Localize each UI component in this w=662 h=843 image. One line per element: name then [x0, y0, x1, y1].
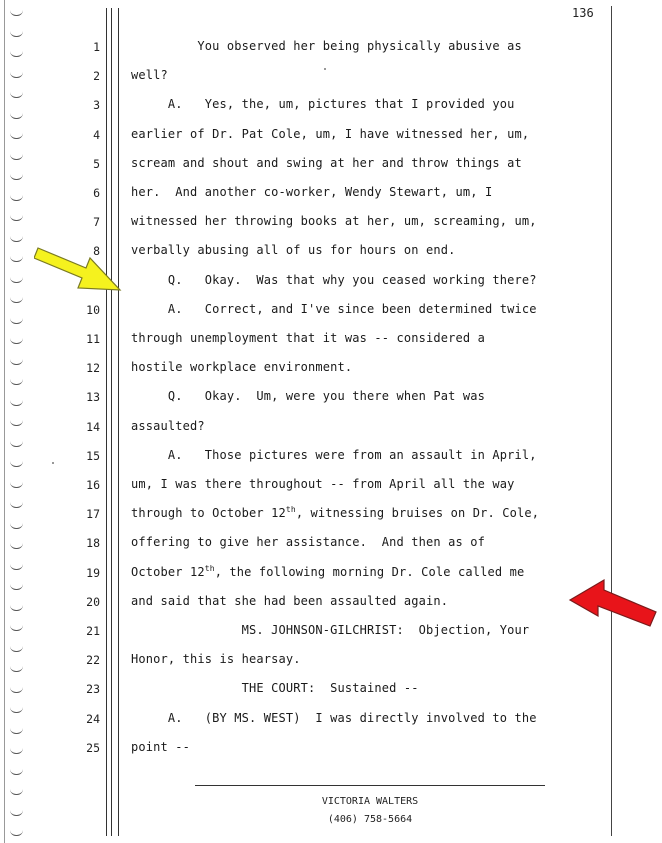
line-text: um, I was there throughout -- from April all the way [131, 477, 515, 491]
binding-tick [10, 748, 23, 754]
line-text: Q. Okay. Um, were you there when Pat was [131, 389, 485, 404]
line-number: 22 [86, 653, 100, 668]
transcript-line [131, 389, 485, 403]
binding-tick [10, 51, 23, 57]
court-reporter-name: VICTORIA WALTERS [321, 796, 419, 807]
line-number: 19 [86, 565, 100, 580]
line-text: her. And another co-worker, Wendy Stewart, um, I [131, 185, 493, 199]
binding-tick [10, 625, 23, 631]
transcript-line [131, 419, 205, 433]
binding-tick [10, 215, 23, 221]
line-text: verbally abusing all of us for hours on end. [131, 243, 456, 258]
transcript-line [131, 652, 301, 666]
margin-rule [106, 8, 107, 836]
ordinal-suffix: th [285, 505, 296, 515]
binding-tick [10, 113, 23, 119]
ordinal-suffix: th [204, 563, 215, 573]
line-text: A. Those pictures were from an assault in April, [131, 447, 537, 462]
line-number: 6 [93, 186, 100, 200]
transcript-line [131, 506, 539, 520]
transcript-line [131, 740, 190, 754]
binding-tick [10, 133, 23, 139]
binding-tick [10, 236, 23, 242]
line-text-continued: , the following morning Dr. Cole called me [214, 564, 525, 579]
transcript-line [131, 302, 537, 316]
line-text: THE COURT: Sustained -- [131, 681, 419, 696]
transcript-line [131, 594, 448, 608]
transcript-line [131, 623, 529, 637]
binding-tick [10, 256, 23, 262]
line-number: 20 [86, 594, 100, 609]
line-number: 11 [86, 332, 100, 346]
binding-ticks [0, 0, 30, 843]
binding-tick [10, 297, 23, 303]
line-text: October 12 [131, 564, 205, 579]
transcript-line [131, 185, 492, 199]
line-number: 13 [86, 390, 100, 405]
yellow-arrow-icon [34, 236, 124, 296]
line-number: 5 [93, 156, 100, 171]
court-reporter-phone: (406) 758-5664 [327, 814, 413, 825]
binding-tick [10, 564, 23, 570]
transcript-line [131, 681, 419, 695]
binding-tick [10, 789, 23, 795]
transcript-line [131, 68, 168, 82]
line-text: A. Correct, and I've since been determined twice [131, 301, 537, 316]
binding-tick [10, 666, 23, 672]
line-text: point -- [131, 739, 190, 754]
line-text: hostile workplace environment. [131, 360, 353, 375]
binding-tick [10, 31, 23, 37]
transcript-line [131, 711, 537, 725]
line-number: 8 [93, 244, 100, 259]
line-number: 1 [93, 40, 100, 54]
line-number: 15 [86, 448, 100, 463]
binding-tick [10, 605, 23, 611]
binding-tick [10, 769, 23, 775]
line-text: scream and shout and swing at her and throw things at [131, 155, 522, 170]
footer-rule [195, 785, 545, 786]
binding-tick [10, 154, 23, 160]
transcript-line [131, 360, 352, 374]
binding-tick [10, 174, 23, 180]
transcript-line [131, 535, 485, 549]
binding-tick [10, 687, 23, 693]
line-number: 7 [93, 215, 100, 230]
line-number: 21 [86, 624, 100, 638]
scan-speck [324, 68, 326, 70]
transcript-line [131, 127, 529, 141]
transcript-line [131, 448, 537, 462]
line-text: Honor, this is hearsay. [131, 652, 301, 667]
binding-tick [10, 810, 23, 816]
line-text: A. Yes, the, um, pictures that I provided you [131, 97, 515, 112]
binding-tick [10, 646, 23, 652]
transcript-line [131, 477, 514, 491]
transcript-line [131, 214, 537, 228]
binding-tick [10, 92, 23, 98]
binding-tick [10, 379, 23, 385]
transcript-line [131, 39, 522, 53]
line-number: 3 [93, 98, 100, 113]
binding-tick [10, 10, 23, 16]
line-text: witnessed her throwing books at her, um, screaming, um, [131, 214, 537, 229]
binding-tick [10, 359, 23, 365]
line-text: MS. JOHNSON-GILCHRIST: Objection, Your [131, 623, 530, 637]
binding-tick [10, 707, 23, 713]
line-number: 2 [93, 69, 100, 84]
line-number: 24 [86, 711, 100, 726]
margin-rule [118, 8, 119, 836]
transcript-line [131, 97, 514, 111]
binding-tick [10, 482, 23, 488]
line-number: 18 [86, 536, 100, 551]
binding-tick [10, 72, 23, 78]
binding-tick [10, 461, 23, 467]
binding-tick [10, 400, 23, 406]
binding-tick [10, 277, 23, 283]
binding-tick [10, 338, 23, 344]
margin-rule [111, 8, 112, 836]
line-number: 10 [86, 302, 100, 317]
transcript-line [131, 156, 522, 170]
right-margin-rule [611, 6, 612, 836]
line-text: Q. Okay. Was that why you ceased working there? [131, 272, 537, 287]
transcript-line [131, 331, 485, 345]
scan-speck [52, 462, 54, 464]
line-text: through to October 12 [131, 506, 286, 521]
binding-tick [10, 502, 23, 508]
binding-tick [10, 420, 23, 426]
line-number: 16 [86, 478, 100, 492]
line-text: assaulted? [131, 418, 205, 433]
line-number: 23 [86, 682, 100, 697]
line-text: You observed her being physically abusive as [131, 39, 522, 53]
line-number: 14 [86, 419, 100, 434]
line-number: 25 [86, 740, 100, 755]
line-text: well? [131, 68, 168, 83]
line-number: 17 [86, 507, 100, 522]
binding-tick [10, 523, 23, 529]
transcript-line [131, 565, 524, 579]
line-text: offering to give her assistance. And then as of [131, 535, 485, 550]
line-text: and said that she had been assaulted again. [131, 593, 449, 608]
binding-tick [10, 195, 23, 201]
line-text-continued: , witnessing bruises on Dr. Cole, [295, 506, 540, 521]
binding-tick [10, 584, 23, 590]
binding-tick [10, 318, 23, 324]
red-arrow-icon [568, 576, 660, 638]
line-text: through unemployment that it was -- considered a [131, 331, 485, 345]
line-number: 4 [93, 127, 100, 142]
binding-tick [10, 830, 23, 836]
line-number: 12 [86, 361, 100, 376]
binding-tick [10, 543, 23, 549]
line-text: A. (BY MS. WEST) I was directly involved to the [131, 710, 537, 725]
transcript-line [131, 273, 537, 287]
page-number: 136 [572, 6, 594, 20]
binding-tick [10, 441, 23, 447]
line-text: earlier of Dr. Pat Cole, um, I have witnessed her, um, [131, 126, 530, 141]
binding-tick [10, 728, 23, 734]
transcript-line [131, 243, 455, 257]
